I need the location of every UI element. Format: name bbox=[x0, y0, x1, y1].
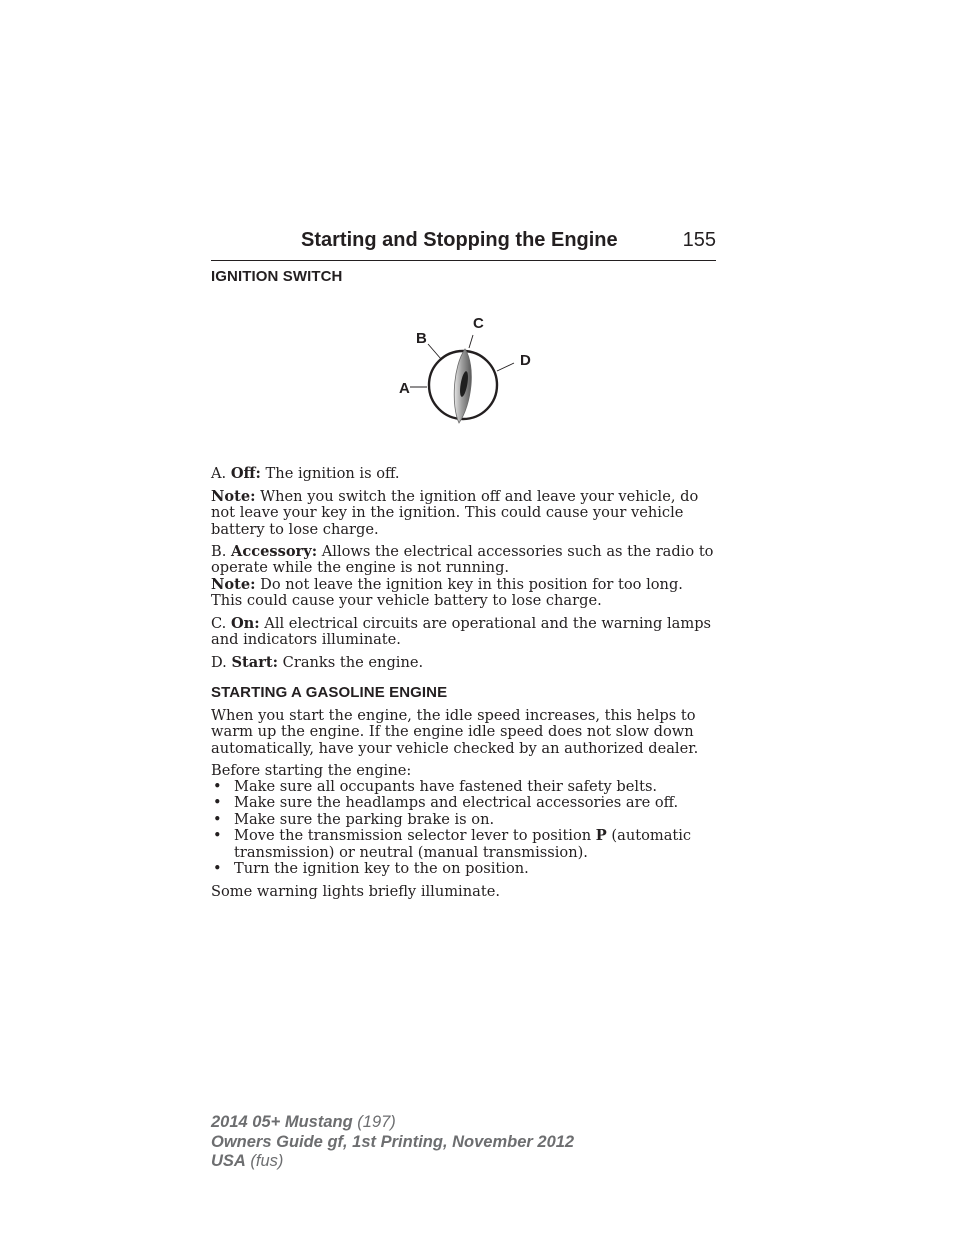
before-starting-label: Before starting the engine: bbox=[211, 762, 412, 779]
list-item: • Turn the ignition key to the on position. bbox=[211, 861, 717, 877]
starting-gasoline-engine-heading: STARTING A GASOLINE ENGINE bbox=[211, 684, 448, 701]
list-item: • Make sure the headlamps and electrical accessories are off. bbox=[211, 795, 717, 811]
starting-intro-paragraph: When you start the engine, the idle speed increases, this helps to warm up the engine. If the engine idle speed does not slow down automatically, have your vehicle checked by an authorized dealer. bbox=[211, 707, 699, 757]
page-number: 155 bbox=[682, 229, 716, 251]
diagram-label-b: B bbox=[416, 330, 427, 347]
section-title: Starting and Stopping the Engine bbox=[301, 229, 618, 251]
before-starting-checklist bbox=[211, 779, 717, 877]
closing-paragraph: Some warning lights briefly illuminate. bbox=[211, 883, 500, 900]
page-footer: 2014 05+ Mustang (197) Owners Guide gf, 1st Printing, November 2012 USA (fus) bbox=[211, 1113, 575, 1170]
ignition-switch-heading: IGNITION SWITCH bbox=[211, 268, 343, 285]
note-key-left-in-ignition: Note: When you switch the ignition off and leave your vehicle, do not leave your key in the ignition. This could cause your vehicle battery to lose charge. bbox=[211, 488, 699, 538]
ignition-switch-diagram bbox=[380, 308, 540, 432]
list-item: • Make sure the parking brake is on. bbox=[211, 812, 717, 828]
definition-on: C. On: All electrical circuits are operational and the warning lamps and indicators illuminate. bbox=[211, 615, 712, 649]
diagram-label-a: A bbox=[399, 380, 410, 397]
page-header bbox=[211, 228, 716, 261]
diagram-label-d: D bbox=[520, 352, 531, 369]
list-item: • Move the transmission selector lever to position P (automatic transmission) or neutral (manual transmission). bbox=[211, 828, 717, 861]
definition-off: A. Off: The ignition is off. bbox=[211, 465, 400, 482]
definition-start: D. Start: Cranks the engine. bbox=[211, 654, 424, 671]
diagram-label-c: C bbox=[473, 315, 484, 332]
definition-accessory: B. Accessory: Allows the electrical accessories such as the radio to operate while the engine is not running. Note: Do not leave the ignition key in this position for too long. This could cause your vehicle battery to lose charge. bbox=[211, 543, 714, 610]
list-item: • Make sure all occupants have fastened their safety belts. bbox=[211, 779, 717, 795]
